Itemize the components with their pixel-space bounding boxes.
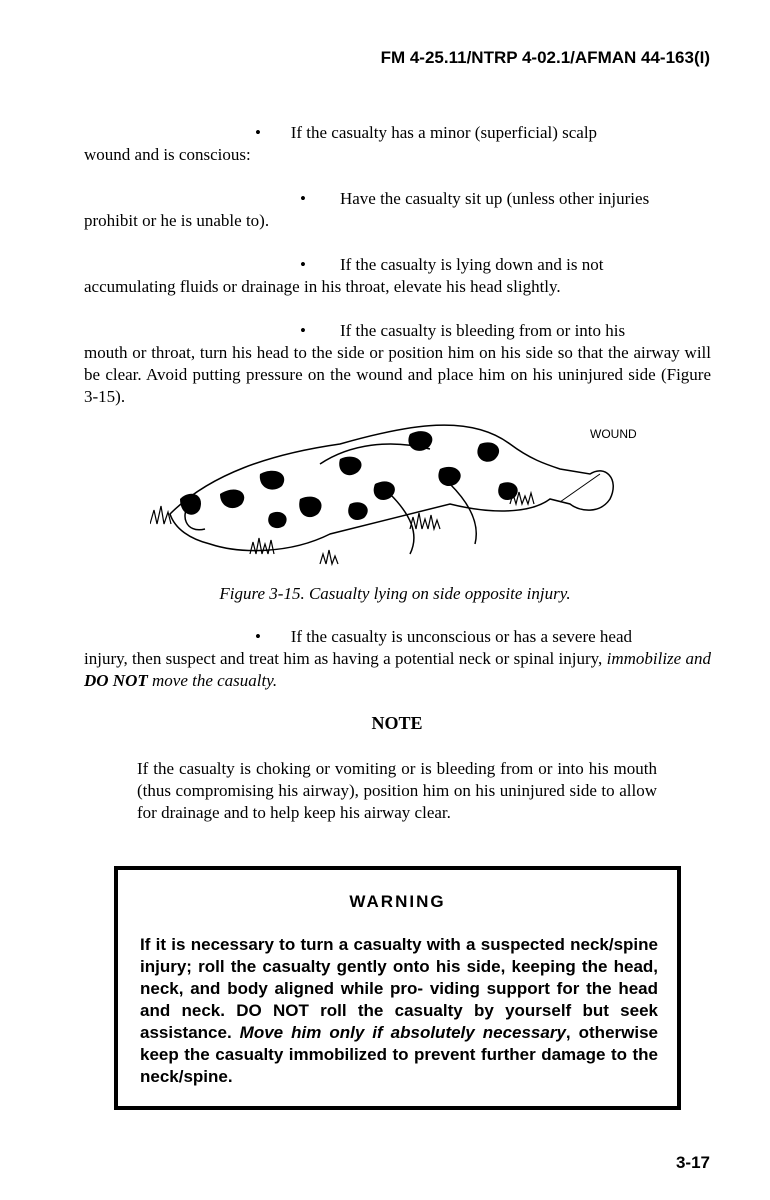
note-body: If the casualty is choking or vomiting or is bleeding from or into his mouth (thus compromising his airway), position him on his uninjured side to allow for drainage and to help keep his airway clear.: [137, 759, 657, 822]
warning-emphasis: Move him only if absolutely necessary: [239, 1023, 566, 1042]
casualty-illustration: [150, 404, 650, 582]
paragraph-emphasis: immobilize and: [606, 649, 712, 668]
paragraph-bleeding: [84, 320, 711, 408]
paragraph-rest: mouth or throat, turn his head to the side or position him on his side so that the airway will be clear. Avoid putting pressure on the wound and place him on his uninjured side (Figure 3-15).: [84, 343, 711, 406]
bullet: •: [255, 123, 261, 142]
document-header: FM 4-25.11/NTRP 4-02.1/AFMAN 44-163(I): [380, 48, 710, 67]
bullet: •: [255, 627, 261, 646]
bullet: •: [300, 255, 306, 274]
paragraph-first-line: If the casualty is lying down and is not: [339, 255, 604, 274]
paragraph-emphasis-end: move the casualty.: [147, 671, 278, 690]
warning-text: If it is necessary to turn a casualty with a suspected neck/spine injury; roll the casualty gently onto his side, keeping the head, neck, and body aligned while pro- viding support for the head and neck. DO NOT roll the casualty by yourself but seek assistance.: [140, 935, 658, 1042]
paragraph-rest: accumulating fluids or drainage in his throat, elevate his head slightly.: [84, 277, 561, 296]
paragraph-first-line: If the casualty is unconscious or has a severe head: [290, 627, 632, 646]
paragraph-unconscious: [84, 626, 711, 692]
paragraph-rest: wound and is conscious:: [84, 145, 251, 164]
paragraph-first-line: If the casualty is bleeding from or into his: [339, 321, 626, 340]
warning-text-end: , otherwise keep the casualty immobilized to prevent further damage to the neck/spine.: [140, 1023, 658, 1086]
paragraph-scalp-wound: [84, 122, 711, 166]
paragraph-first-line: If the casualty has a minor (superficial) scalp: [290, 123, 598, 142]
page-number: 3-17: [675, 1153, 710, 1172]
paragraph-first-line: Have the casualty sit up (unless other injuries: [339, 189, 650, 208]
figure-caption: Figure 3-15. Casualty lying on side opposite injury.: [219, 584, 571, 603]
paragraph-do-not: DO NOT: [84, 671, 148, 690]
warning-title: WARNING: [349, 892, 446, 911]
paragraph-rest: prohibit or he is unable to).: [84, 211, 270, 230]
wound-label: WOUND: [590, 427, 637, 441]
bullet: •: [300, 321, 306, 340]
warning-body: [140, 934, 658, 1088]
bullet: •: [300, 189, 306, 208]
warning-box: [114, 866, 681, 1110]
paragraph-lying-down: [84, 254, 711, 298]
paragraph-sit-up: [84, 188, 711, 232]
paragraph-rest: injury, then suspect and treat him as having a potential neck or spinal injury,: [84, 649, 603, 668]
note-title: NOTE: [371, 713, 423, 733]
